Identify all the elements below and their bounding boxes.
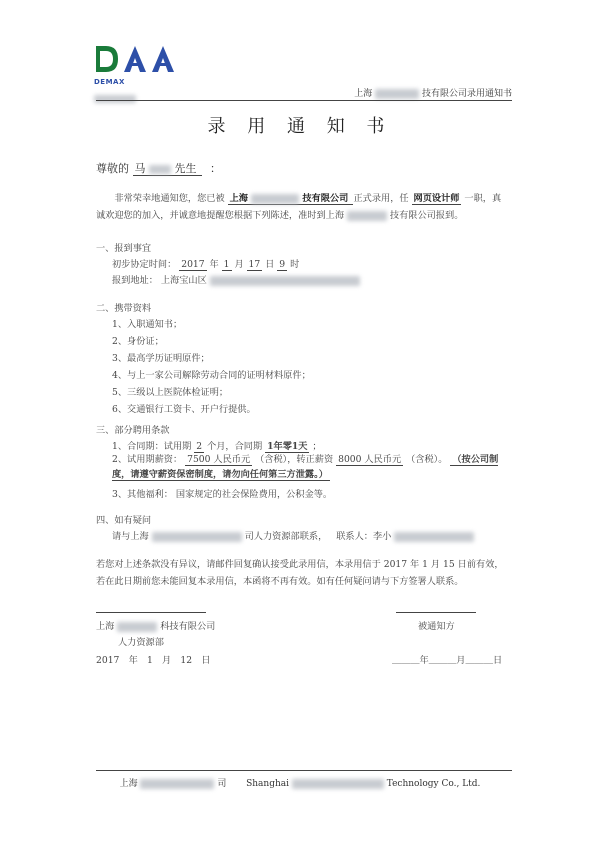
header-divider: [96, 100, 512, 101]
greeting: [96, 160, 221, 176]
closing-paragraph: 若您对上述条款没有异议，请邮件回复确认接受此录用信，本录用信于 2017 年 1 月 15 日前有效，若在此日期前您未能回复本录用信，本函将不再有效。如有任何疑问请与下方签署人联系。: [96, 559, 504, 587]
section-2-title: 二、携带资料: [96, 303, 152, 314]
term-contract: [112, 438, 322, 452]
report-address-redacted: [210, 276, 360, 286]
right-signer-label: 被通知方: [418, 621, 455, 632]
footer-mid: 司: [217, 779, 227, 789]
footer-redacted-en: [292, 779, 384, 789]
logo-a-shape-icon: [122, 44, 148, 74]
left-company-suffix: 科技有限公司: [160, 621, 216, 632]
report-address-label: 报到地址：: [112, 275, 158, 286]
report-hour: 9: [279, 259, 286, 270]
greeting-suffix: 先生: [174, 162, 197, 175]
doc-item-5: 5、三级以上医院体检证明；: [112, 387, 229, 398]
footer-redacted-cn: [140, 779, 214, 789]
contact-text-b: 司人力资源部联系，: [244, 531, 328, 542]
report-year-unit: 年: [209, 259, 219, 270]
greeting-name: [133, 162, 203, 176]
intro-company-prefix: 上海: [229, 193, 248, 204]
left-signature-line: [96, 612, 206, 613]
intro-text-b: 正式录用，任: [353, 193, 409, 204]
greeting-colon: ：: [210, 162, 221, 175]
section-4-title: 四、如有疑问: [96, 515, 152, 526]
greeting-surname: 马: [134, 162, 146, 175]
header-prefix: 上海: [354, 89, 373, 99]
doc-item-6: 6、交通银行工资卡、开户行提供。: [112, 404, 256, 415]
term-salary-end: （含税）。: [406, 454, 448, 465]
left-signer-company: [96, 618, 215, 632]
intro-company: [228, 193, 354, 205]
doc-item-3: 3、最高学历证明原件；: [112, 353, 210, 364]
left-signer-date: 2017 年 1 月 12 日: [96, 655, 211, 666]
doc-item-4: 4、与上一家公司解除劳动合同的证明材料原件；: [112, 370, 311, 381]
greeting-name-redacted: [149, 165, 171, 174]
report-address: [112, 272, 360, 286]
contact-person-redacted: [394, 532, 474, 542]
left-signer-dept: 人力资源部: [118, 637, 164, 648]
left-company-redacted: [117, 622, 157, 632]
term-benefits-text: 国家规定的社会保险费用，公积金等。: [175, 489, 333, 500]
term-regular-salary: 8000 人民币元: [338, 454, 402, 465]
footer-en-suffix: Technology Co., Ltd.: [386, 779, 481, 789]
logo-d-shape-icon: [94, 44, 120, 74]
report-year: 2017: [181, 259, 205, 270]
intro-company-redacted: [251, 194, 299, 204]
intro-text-d: 技有限公司报到。: [389, 210, 464, 221]
logo-a2-shape-icon: [150, 44, 176, 74]
intro-paragraph: [96, 190, 508, 224]
intro-company-suffix: 技有限公司: [302, 193, 349, 204]
footer-divider: [96, 770, 512, 771]
intro-text-c: 一职，真诚欢迎您的加入，并诚意地提醒您根据下列陈述，准时到上海: [96, 193, 502, 221]
report-month-unit: 月: [234, 259, 244, 270]
logo-redacted-sub: [94, 88, 190, 107]
company-logo: [94, 40, 190, 92]
right-signature-line: [396, 612, 476, 613]
header-company-line: [354, 86, 512, 99]
term-contract-end: ；: [312, 441, 322, 452]
logo-mark: [94, 40, 190, 74]
header-redacted: [375, 89, 419, 99]
doc-item-1: 1、入职通知书；: [112, 319, 183, 330]
report-time: [112, 256, 299, 270]
term-contract-label: 1、合同期：试用期: [112, 441, 192, 452]
term-contract-mid: 个月，合同期: [207, 441, 263, 452]
report-month: 1: [223, 259, 230, 270]
term-benefits: [112, 486, 332, 500]
intro-position: 网页设计师: [413, 193, 460, 204]
report-time-label: 初步协定时间：: [112, 259, 177, 270]
term-benefits-label: 3、其他福利：: [112, 489, 173, 500]
report-day: 17: [248, 259, 261, 270]
section-3-title: 三、部分聘用条款: [96, 425, 170, 436]
footer-en-prefix: Shanghai: [246, 779, 290, 789]
doc-item-2: 2、身份证；: [112, 336, 164, 347]
right-signer-date: ＿＿＿年＿＿＿月＿＿＿日: [392, 655, 503, 666]
left-company-prefix: 上海: [96, 621, 115, 632]
term-trial-salary: 7500 人民币元: [187, 454, 251, 465]
report-address-text: 上海宝山区: [160, 275, 207, 286]
term-salary-label: 2、试用期薪资：: [112, 454, 183, 465]
greeting-prefix: 尊敬的: [96, 162, 129, 175]
term-trial-months: 2: [196, 441, 203, 452]
contact-line: [112, 528, 474, 542]
term-salary-confidential: （按公司制度，请遵守薪资保密制度，请勿向任何第三方泄露。）: [112, 454, 499, 480]
logo-text: DEMAX: [94, 78, 125, 86]
section-1-title: 一、报到事宜: [96, 243, 152, 254]
report-day-unit: 日: [265, 259, 275, 270]
term-salary-mid: （含税），转正薪资: [255, 454, 334, 465]
header-suffix: 技有限公司录用通知书: [421, 89, 512, 99]
footer-prefix: 上海: [119, 779, 138, 789]
term-salary: [112, 452, 508, 482]
document-title: 录 用 通 知 书: [207, 116, 393, 137]
contact-company-redacted: [152, 532, 242, 542]
intro-company-redacted-2: [347, 211, 387, 221]
contact-text-a: 请与上海: [112, 531, 149, 542]
footer-company: [0, 776, 600, 789]
intro-text-a: 非常荣幸地通知您，您已被: [114, 193, 225, 204]
term-contract-length: 1年零1天: [267, 441, 308, 452]
contact-person: 联系人：李小: [336, 531, 392, 542]
report-hour-unit: 时: [290, 259, 300, 270]
